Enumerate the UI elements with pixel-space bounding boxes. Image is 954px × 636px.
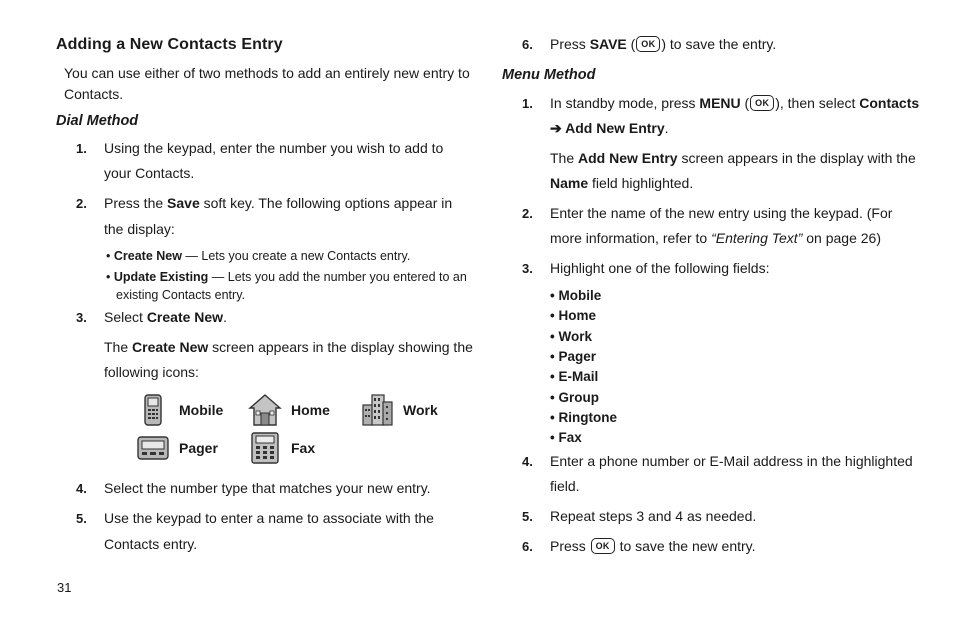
text-run: field highlighted. <box>588 175 694 191</box>
option-create-new <box>106 247 410 265</box>
m1b-line2 <box>550 171 693 196</box>
step-number: 4. <box>76 481 87 496</box>
text-run: ( <box>626 36 636 52</box>
page-number: 31 <box>57 580 72 595</box>
step3b-line1 <box>104 335 473 360</box>
step-number: 1. <box>522 96 533 111</box>
m1b-line1 <box>550 146 916 171</box>
step-number: 5. <box>522 509 533 524</box>
option-label: Create New <box>113 249 182 263</box>
field-item: • Ringtone <box>550 410 617 425</box>
icon-label-mobile: Mobile <box>179 402 224 418</box>
menu-path: ➔ Add New Entry <box>550 120 665 136</box>
m6-text <box>550 534 756 559</box>
field-item: • Fax <box>550 430 582 445</box>
field-label: Pager <box>558 349 597 364</box>
text-run: . <box>223 309 227 325</box>
field-label: Home <box>558 308 596 323</box>
bullet: • <box>106 270 114 284</box>
option-update-existing <box>106 268 467 286</box>
field-item: • Pager <box>550 349 597 364</box>
text-run: Press <box>550 36 590 52</box>
m3-text: Highlight one of the following fields: <box>550 260 770 276</box>
m4-line2: field. <box>550 478 580 494</box>
field-label: Group <box>558 390 599 405</box>
step-number: 6. <box>522 37 533 52</box>
pager-icon <box>136 431 170 465</box>
text-run: In standby mode, press <box>550 95 700 111</box>
ok-key-icon: OK <box>591 538 615 554</box>
work-icon <box>360 393 394 427</box>
fax-icon <box>248 431 282 465</box>
text-run: screen appears in the display showing the <box>208 339 473 355</box>
step-number: 5. <box>76 511 87 526</box>
step2-line1 <box>104 191 452 216</box>
step1-line1: Using the keypad, enter the number you wish to add to <box>104 140 444 156</box>
field-item: • Mobile <box>550 288 602 303</box>
step1-line2: your Contacts. <box>104 165 195 181</box>
m5-text: Repeat steps 3 and 4 as needed. <box>550 508 757 524</box>
field-item: • Group <box>550 390 599 405</box>
menu-key-label: MENU <box>699 95 741 111</box>
step4-text: Select the number type that matches your new entry. <box>104 480 431 496</box>
text-bold: Add New Entry <box>578 150 678 166</box>
step-number: 3. <box>76 310 87 325</box>
icon-label-work: Work <box>403 402 438 418</box>
text-run: The <box>104 339 133 355</box>
step2-line2: the display: <box>104 221 175 237</box>
text-run: Press <box>550 538 590 554</box>
field-label: E-Mail <box>558 369 599 384</box>
save-softkey-label: Save <box>167 195 200 211</box>
field-item: • Work <box>550 329 592 344</box>
field-item: • Home <box>550 308 596 323</box>
text-run: on page 26) <box>802 230 881 246</box>
step-number: 2. <box>76 196 87 211</box>
step3-line1 <box>104 305 227 330</box>
option-label: Update Existing <box>113 270 209 284</box>
text-bold: Name <box>550 175 589 191</box>
text-bold: Create New <box>146 309 224 325</box>
step-number: 2. <box>522 206 533 221</box>
mobile-icon <box>136 393 170 427</box>
m1-line2 <box>550 116 669 141</box>
text-bold: Contacts <box>859 95 920 111</box>
m4-line1: Enter a phone number or E-Mail address in the highlighted <box>550 453 913 469</box>
field-label: Work <box>558 329 592 344</box>
menu-method-heading: Menu Method <box>502 67 596 83</box>
bullet: • <box>106 249 114 263</box>
m2-line1: Enter the name of the new entry using the keypad. (For <box>550 205 893 221</box>
step-number: 4. <box>522 454 533 469</box>
text-run: Select <box>104 309 147 325</box>
field-label: Ringtone <box>558 410 617 425</box>
text-run: ( <box>740 95 750 111</box>
home-icon <box>248 393 282 427</box>
icon-label-pager: Pager <box>179 440 218 456</box>
text-run: screen appears in the display with the <box>677 150 916 166</box>
intro-text-line1: You can use either of two methods to add an entirely new entry to <box>64 65 470 81</box>
ok-key-icon: OK <box>636 36 660 52</box>
dial-method-heading: Dial Method <box>56 113 139 129</box>
m1-line1 <box>550 91 919 116</box>
text-run: . <box>664 120 669 136</box>
ok-key-icon: OK <box>750 95 774 111</box>
text-run: ) to save the entry. <box>661 36 777 52</box>
step-number: 3. <box>522 261 533 276</box>
cross-reference-link: “Entering Text” <box>711 230 803 246</box>
page-title: Adding a New Contacts Entry <box>56 36 283 53</box>
text-run: soft key. The following options appear in <box>199 195 453 211</box>
icon-label-home: Home <box>291 402 330 418</box>
step-number: 1. <box>76 141 87 156</box>
intro-text-line2: Contacts. <box>64 86 124 102</box>
icon-label-fax: Fax <box>291 440 316 456</box>
text-run: to save the new entry. <box>615 538 756 554</box>
text-run: The <box>550 150 579 166</box>
step5-line1: Use the keypad to enter a name to associate with the <box>104 510 434 526</box>
text-run: more information, refer to <box>550 230 712 246</box>
option-desc: — Lets you create a new Contacts entry. <box>181 249 411 263</box>
field-label: Fax <box>558 430 582 445</box>
field-item: • E-Mail <box>550 369 599 384</box>
option-desc: — Lets you add the number you entered to an <box>208 270 467 284</box>
save-key-label: SAVE <box>589 36 627 52</box>
text-bold: Create New <box>132 339 209 355</box>
step-number: 6. <box>522 539 533 554</box>
step3b-line2: following icons: <box>104 364 199 380</box>
m2-line2 <box>550 226 881 251</box>
field-label: Mobile <box>558 288 602 303</box>
step5-line2: Contacts entry. <box>104 536 198 552</box>
option-update-existing-line2: existing Contacts entry. <box>116 288 245 302</box>
text-run: ), then select <box>775 95 860 111</box>
text-run: Press the <box>104 195 168 211</box>
step6-text <box>550 32 776 57</box>
